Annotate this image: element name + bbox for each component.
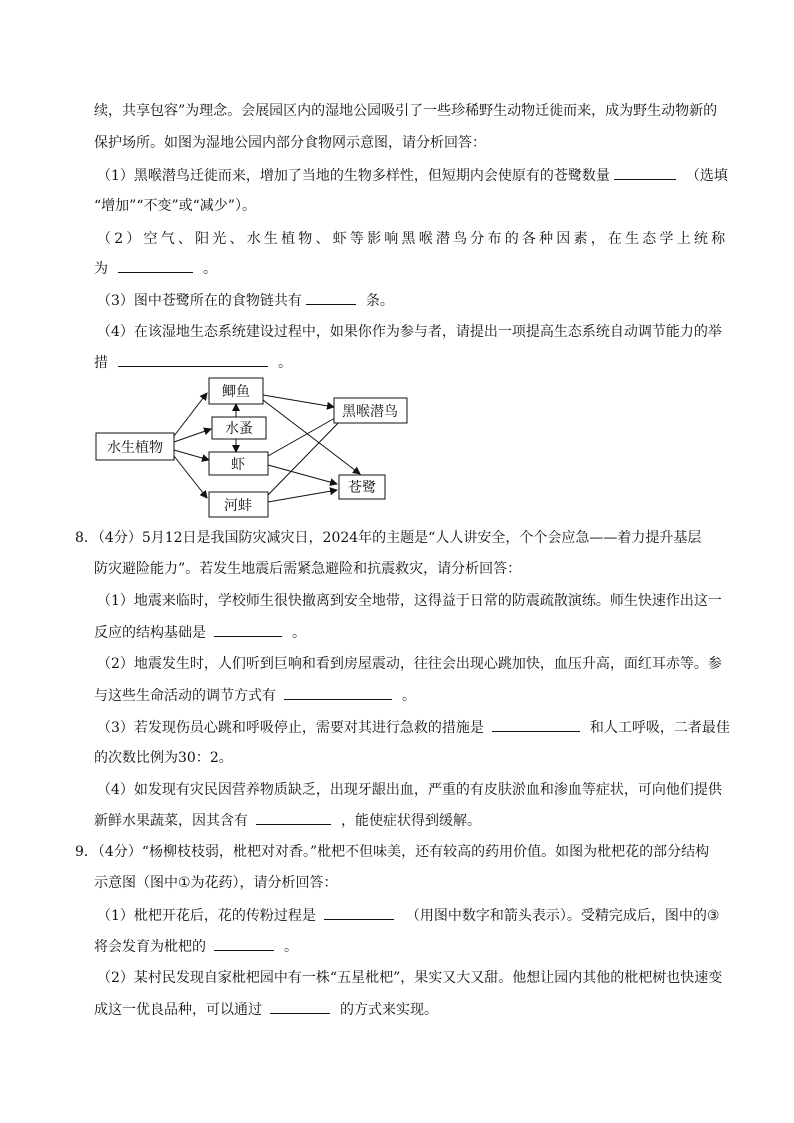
q8-part4-suffix: ，能使症状得到缓解。 (341, 813, 481, 829)
q7-part4-suffix: 。 (278, 355, 292, 371)
q7-part4-prefix: 措 (94, 355, 108, 371)
q9-answer-blank-2[interactable] (214, 936, 274, 951)
q8-part4-line1: （4）如发现有灾民因营养物质缺乏，出现牙龈出血，严重的有皮肤淤血和渗血等症状，可向他们提供 (97, 782, 722, 798)
q9-part1-hint: （用图中数字和箭头表示）。受精完成后，图中的 (405, 908, 707, 924)
node-label-shrimp: 虾 (231, 457, 245, 473)
food-web-diagram (94, 376, 424, 526)
q7-answer-blank-3[interactable] (306, 290, 356, 305)
q7-answer-blank-1[interactable] (614, 165, 676, 180)
q8-part1-line1: （1）地震来临时，学校师生很快撤离到安全地带，这得益于日常的防震疏散演练。师生快速作出这一 (97, 593, 722, 609)
q7-part2-prefix: 为 (94, 261, 108, 277)
q9-part2-line2 (94, 999, 438, 1020)
q9-part2-line1: （2）某村民发现自家枇杷园中有一株“五星枇杷”，果实又大又甜。他想让园内其他的枇杷树也快速变 (97, 970, 723, 986)
q8-part2-line2 (94, 685, 416, 706)
arrow-plant-to-shrimp (174, 450, 209, 460)
q7-part3-suffix: 条。 (365, 293, 394, 309)
q9-answer-blank-1[interactable] (324, 905, 394, 920)
q8-answer-blank-1[interactable] (214, 622, 282, 637)
q9-heading-line1: 9．（4分）“杨柳枝枝弱，枇杷对对香。”枇杷不但味美，还有较高的药用价值。如图为枇杷花的部分结构 (75, 844, 710, 860)
q8-part4-prefix: 新鲜水果蔬菜，因其含有 (94, 813, 248, 829)
q8-part1-suffix: 。 (292, 625, 306, 641)
q8-answer-blank-3[interactable] (492, 717, 580, 732)
q7-part3-line (97, 290, 394, 311)
q8-answer-blank-4[interactable] (256, 810, 331, 825)
q9-circled-number-1: ① (178, 875, 191, 891)
q8-part2-prefix: 与这些生命活动的调节方式有 (94, 688, 276, 704)
arrow-plant-to-carp (174, 393, 207, 436)
arrow-mussel-to-heron (268, 490, 337, 502)
node-label-carp: 鲫鱼 (222, 384, 250, 400)
q9-part1-prefix: 将会发育为枇杷的 (94, 939, 206, 955)
q9-heading-suffix: 为花药），请分析回答： (190, 875, 338, 891)
node-label-heron: 苍鹭 (348, 480, 376, 496)
q7-answer-blank-2[interactable] (118, 258, 193, 273)
node-label-mussel: 河蚌 (224, 498, 252, 514)
q8-heading-line2: 防灾避险能力”。若发生地震后需紧急避险和抗震救灾，请分析回答： (94, 561, 522, 577)
q7-part4-line1: （4）在该湿地生态系统建设过程中，如果你作为参与者，请提出一项提高生态系统自动调节能力的举 (97, 324, 722, 340)
q7-part3-text: （3）图中苍鹭所在的食物链共有 (97, 293, 302, 309)
q8-part2-suffix: 。 (402, 688, 416, 704)
q8-part2-line1: （2）地震发生时，人们听到巨响和看到房屋震动，往往会出现心跳加快，血压升高，面红耳赤等。参 (97, 656, 722, 672)
q8-answer-blank-2[interactable] (284, 685, 392, 700)
arrow-plant-to-mussel (174, 456, 207, 498)
node-label-loon: 黑喉潜鸟 (342, 404, 398, 420)
q7-part2-suffix: 。 (203, 261, 217, 277)
q9-heading-prefix: 示意图（图中 (94, 875, 178, 891)
q8-part3-text: （3）若发现伤员心跳和呼吸停止，需要对其进行急救的措施是 (97, 720, 484, 736)
q9-answer-blank-3[interactable] (270, 999, 330, 1014)
q8-part1-line2 (94, 622, 306, 643)
q8-part4-line2 (94, 810, 481, 831)
q9-part1-text: （1）枇杷开花后，花的传粉过程是 (97, 908, 316, 924)
q7-answer-blank-4[interactable] (118, 352, 268, 367)
arrow-carp-to-loon (263, 395, 334, 407)
q8-part3-line2: 的次数比例为30：2。 (94, 750, 233, 766)
q7-part1-hint: （选填 (685, 168, 728, 184)
q9-part1-line2 (94, 936, 298, 957)
node-label-flea: 水蚤 (225, 421, 253, 437)
intro-line-1: 续，共享包容”为理念。会展园区内的湿地公园吸引了一些珍稀野生动物迁徙而来，成为野生动物新的 (94, 103, 718, 119)
q9-heading-line2 (94, 873, 338, 893)
node-label-plant: 水生植物 (107, 440, 163, 456)
q9-circled-number-3: ③ (706, 908, 720, 924)
arrow-shrimp-to-loon (268, 414, 342, 456)
q7-part4-line2 (94, 352, 292, 373)
q8-heading-line1: 8．（4分）5月12日是我国防灾减灾日，2024年的主题是“人人讲安全，个个会应急——着力提升基层 (75, 530, 702, 546)
q7-part1-line2: “增加”“不变”或“减少”）。 (94, 198, 256, 214)
q8-part1-prefix: 反应的结构基础是 (94, 625, 206, 641)
q8-part3-line1 (97, 717, 730, 738)
q9-part2-suffix: 的方式来实现。 (340, 1002, 438, 1018)
q9-part2-prefix: 成这一优良品种，可以通过 (94, 1002, 262, 1018)
intro-line-2: 保护场所。如图为湿地公园内部分食物网示意图，请分析回答： (94, 135, 486, 151)
q7-part2-line1: （2）空气、阳光、水生植物、虾等影响黑喉潜鸟分布的各种因素，在生态学上统称 (97, 231, 729, 247)
q7-part2-line2 (94, 258, 217, 279)
arrow-plant-to-flea (174, 429, 211, 442)
q9-part1-suffix: 。 (284, 939, 298, 955)
q8-part3-suffix: 和人工呼吸，二者最佳 (589, 720, 730, 736)
q7-part1-text: （1）黑喉潜鸟迁徙而来，增加了当地的生物多样性，但短期内会使原有的苍鹭数量 (97, 168, 610, 184)
arrow-shrimp-to-heron (268, 465, 337, 484)
q7-part1-line1 (97, 165, 728, 186)
q9-part1-line1 (97, 905, 719, 926)
